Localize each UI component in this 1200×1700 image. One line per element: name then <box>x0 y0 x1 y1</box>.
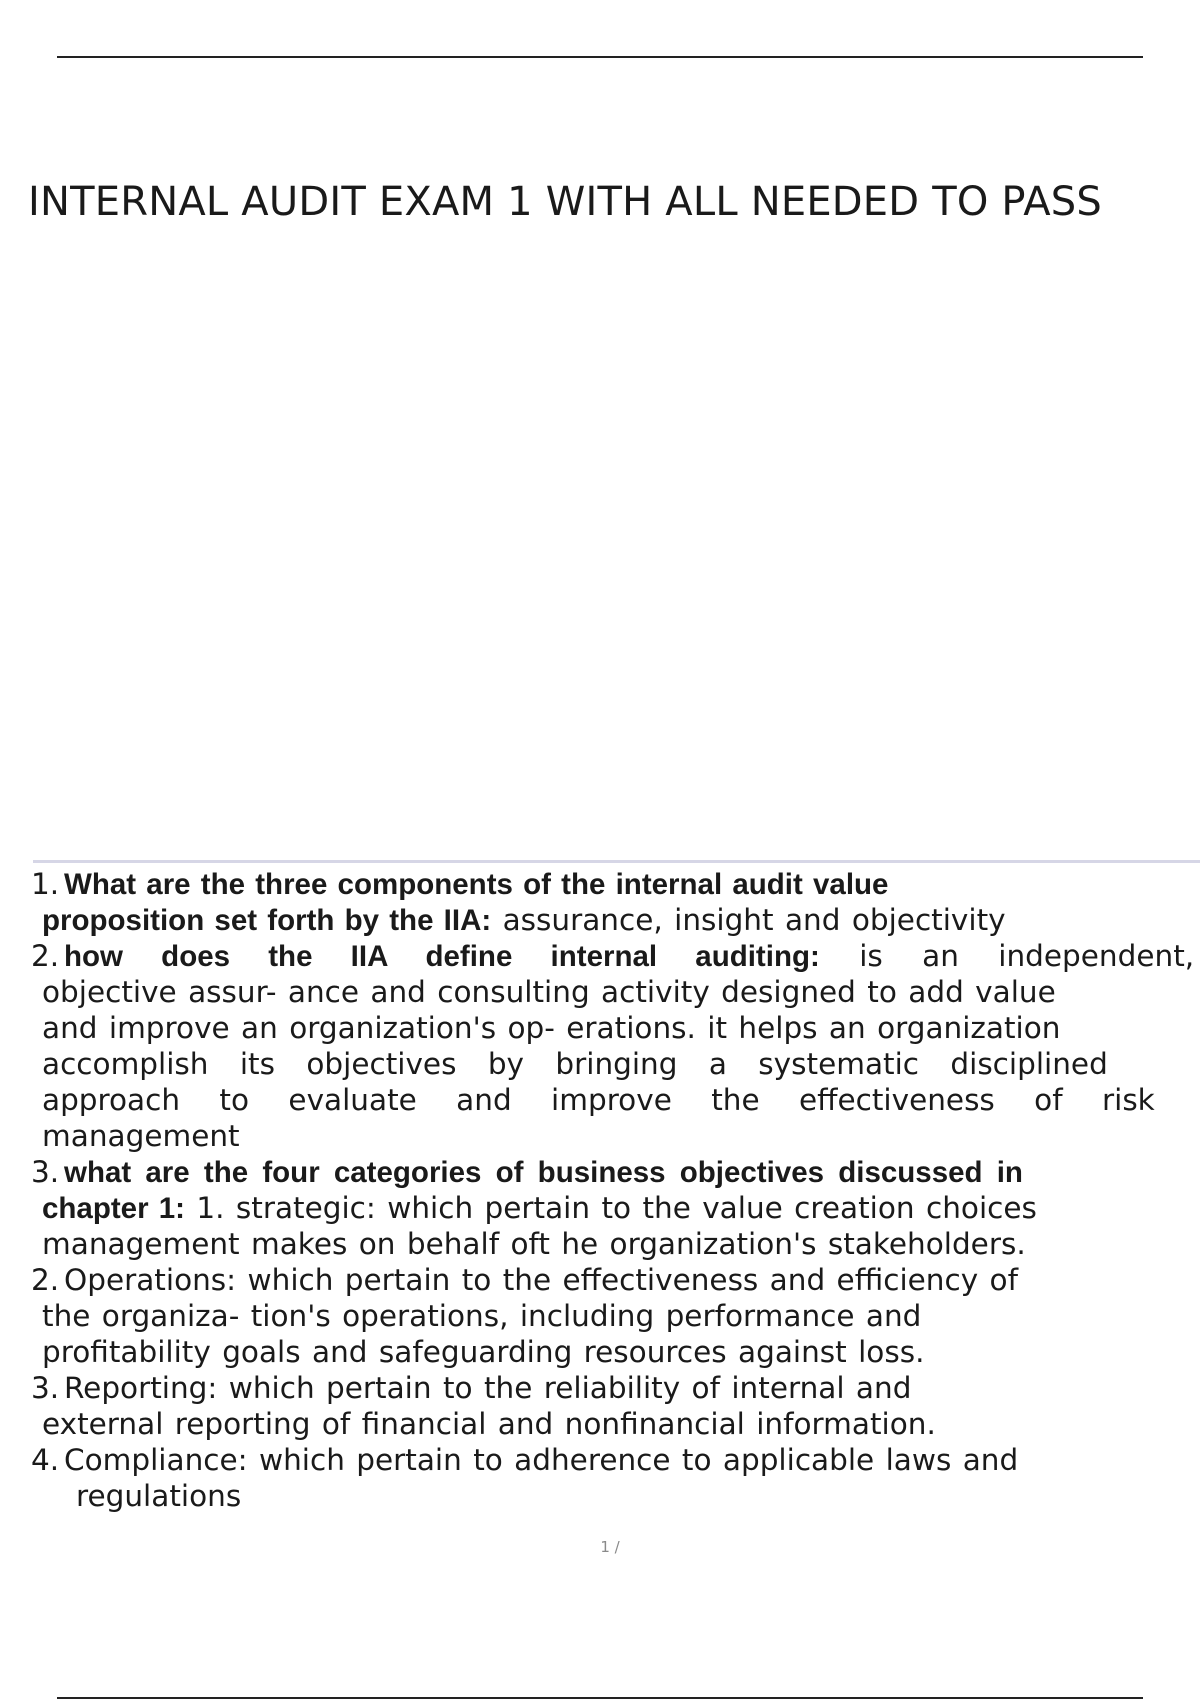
bottom-rule <box>57 1697 1143 1699</box>
answer-text: regulations <box>76 1479 242 1513</box>
question-text: what are the four categories of business objectives discussed in <box>64 1156 1023 1189</box>
answer-text: management makes on behalf oft he organization's stakeholders. <box>42 1227 1026 1261</box>
question-text: chapter 1: <box>42 1192 185 1225</box>
document-title: INTERNAL AUDIT EXAM 1 WITH ALL NEEDED TO PASS <box>28 179 1102 225</box>
question-text: proposition set forth by the IIA: <box>42 904 492 937</box>
answer-text: Operations: which pertain to the effectiveness and efficiency of <box>64 1263 1018 1297</box>
answer-text: profitability goals and safeguarding resources against loss. <box>42 1335 925 1369</box>
text-line <box>0 938 1200 974</box>
answer-text: external reporting of financial and nonfinancial information. <box>42 1407 936 1441</box>
text-line <box>0 1190 1200 1226</box>
answer-text: the organiza- tion's operations, including performance and <box>42 1299 922 1333</box>
answer-text: management <box>42 1119 240 1153</box>
qa-divider <box>33 860 1200 863</box>
item-number: 1. <box>31 867 60 901</box>
qa-item-1 <box>0 866 1200 938</box>
answer-text: objective assur- ance and consulting activity designed to add value <box>42 975 1056 1009</box>
answer-text: approach to evaluate and improve the effectiveness of risk <box>42 1083 1155 1117</box>
text-line <box>0 866 1200 902</box>
answer-text: Reporting: which pertain to the reliability of internal and <box>64 1371 912 1405</box>
top-rule <box>57 56 1143 58</box>
item-number: 2. <box>31 939 60 973</box>
qa-item-2 <box>0 938 1200 1154</box>
item-number: 2. <box>31 1263 60 1297</box>
answer-text: accomplish its objectives by bringing a systematic disciplined <box>42 1047 1108 1081</box>
page-number: 1 / <box>600 1538 620 1556</box>
item-number: 3. <box>31 1371 60 1405</box>
question-text: how does the IIA define internal auditing: <box>64 940 820 973</box>
answer-text: and improve an organization's op- erations. it helps an organization <box>42 1011 1061 1045</box>
answer-text: is an independent, <box>819 939 1195 973</box>
qa-item-3 <box>0 1154 1200 1262</box>
answer-text: Compliance: which pertain to adherence to applicable laws and <box>64 1443 1019 1477</box>
qa-item-3-2 <box>0 1262 1200 1370</box>
text-line <box>0 1154 1200 1190</box>
item-number: 3. <box>31 1155 60 1189</box>
answer-text: 1. strategic: which pertain to the value creation choices <box>185 1191 1037 1225</box>
answer-text: assurance, insight and objectivity <box>491 903 1006 937</box>
qa-list <box>0 866 1200 1514</box>
qa-item-3-3 <box>0 1370 1200 1442</box>
qa-item-3-4 <box>0 1442 1200 1514</box>
text-line <box>0 902 1200 938</box>
item-number: 4. <box>31 1443 60 1477</box>
question-text: What are the three components of the internal audit value <box>64 868 889 901</box>
